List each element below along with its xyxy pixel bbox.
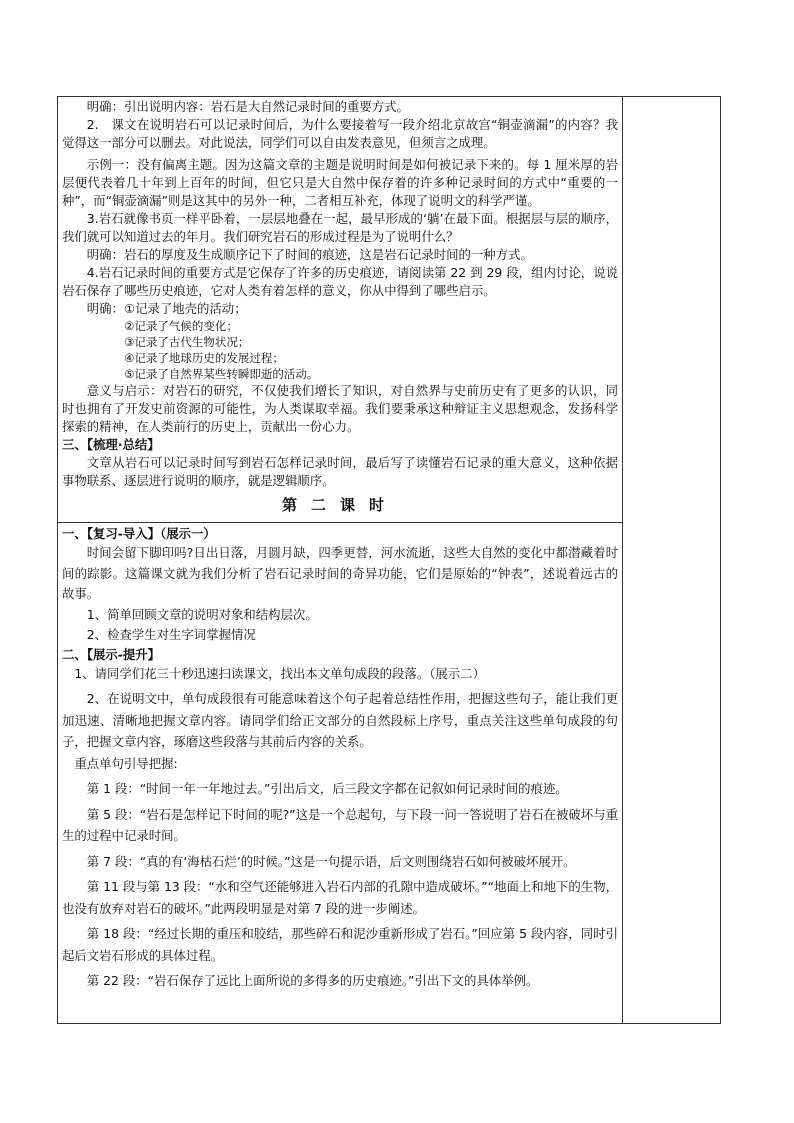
paragraph: 第 7 段：“真的有‘海枯石烂’的时候。”这是一句提示语，后文则围绕岩石如何被破坏展开。 [86,853,576,869]
paragraph: 第 18 段：“经过长期的重压和胶结，那些碎石和泥沙重新形成了岩石。”回应第 5 段内容，同时引起后文岩石形成的具体过程。 [62,926,618,963]
paragraph: 4.岩石记录时间的重要方式是它保存了许多的历史痕迹，请阅读第 22 到 29 段，组内讨论，说说岩石保存了哪些历史痕迹，它对人类有着怎样的意义，你从中得到了哪些启示。 [62,265,618,298]
column-divider [622,97,623,1023]
paragraph: 意义与启示：对岩石的研究，不仅使我们增长了知识，对自然界与史前历史有了更多的认识，同时也拥有了开发史前资源的可能性，为人类谋取幸福。我们要秉承这种辩证主义思想观念，发扬科学探索的精神，在人类前行的历史上，贡献出一份心力。 [62,383,618,434]
list-item: 明确：①记录了地壳的活动； [86,301,247,316]
list-item: ②记录了气候的变化； [124,319,238,333]
title-divider [58,522,622,523]
section-heading: 二、【展示-提升】 [62,646,161,662]
lesson-content-cell [62,98,618,992]
paragraph: 文章从岩石可以记录时间写到岩石怎样记录时间，最后写了读懂岩石记录的重大意义，这种依据事物联系、逐层进行说明的顺序，就是逻辑顺序。 [62,455,618,488]
section-heading: 一、【复习-导入】（展示一） [62,526,216,541]
paragraph: 2、在说明文中，单句成段很有可能意味着这个句子起着总结性作用，把握这些句子，能让我们更加迅速、清晰地把握文章内容。请同学们给正文部分的自然段标上序号，重点关注这些单句成段的句子，把握文章内容，琢磨这些段落与其前后内容的关系。 [62,691,618,749]
lesson-plan-table [57,96,721,1024]
paragraph: 时间会留下脚印吗?日出日落，月圆月缺，四季更替，河水流逝，这些大自然的变化中都潜藏着时间的踪影。这篇课文就为我们分析了岩石记录时间的奇异功能，它们是原始的“钟表”，述说着远古的故事。 [62,545,618,601]
paragraph: 第 5 段：“岩石是怎样记下时间的呢?”这是一个总起句，与下段一问一答说明了岩石在被破坏与重生的过程中记录时间。 [62,806,618,843]
paragraph: 3.岩石就像书页一样平卧着，一层层地叠在一起，最早形成的‘躺’在最下面。根据层与层的顺序，我们就可以知道过去的年月。我们研究岩石的形成过程是为了说明什么？ [62,211,618,244]
paragraph: 重点单句引导把握: [74,755,178,771]
paragraph: 1、请同学们花三十秒迅速扫读课文，找出本文单句成段的段落。（展示二） [74,665,485,681]
paragraph: 1、简单回顾文章的说明对象和结构层次。 [86,606,318,622]
paragraph: 第 1 段：“时间一年一年地过去。”引出后文，后三段文字都在记叙如何记录时间的痕迹。 [86,781,568,796]
paragraph: 明确：岩石的厚度及生成顺序记下了时间的痕迹，这是岩石记录时间的一种方式。 [86,247,533,262]
paragraph: 第 11 段与第 13 段：“水和空气还能够进入岩石内部的孔隙中造成破坏。”“地面上和地下的生物，也没有放弃对岩石的破坏。”此两段明显是对第 7 段的进一步阐述。 [62,879,618,916]
paragraph: 2. 课文在说明岩石可以记录时间后，为什么要接着写一段介绍北京故宫“铜壶滴漏”的内容？我觉得这一部分可以删去。对此说法，同学们可以自由发表意见，但须言之成理。 [62,117,618,150]
list-item: ④记录了地球历史的发展过程； [124,351,284,365]
paragraph: 2、检查学生对生字词掌握情况 [86,627,256,642]
paragraph: 第 22 段：“岩石保存了远比上面所说的多得多的历史痕迹。”引出下文的具体举例。 [86,973,539,988]
section-heading: 三、【梳理·总结】 [62,437,160,452]
list-item: ③记录了古代生物状况； [124,335,250,349]
paragraph: 明确：引出说明内容：岩石是大自然记录时间的重要方式。 [86,99,409,114]
list-item: ⑤记录了自然界某些转瞬即逝的活动。 [124,367,319,381]
section-title: 第二课时 [281,496,398,514]
paragraph: 示例一：没有偏离主题。因为这篇文章的主题是说明时间是如何被记录下来的。每 1 厘米厚的岩层便代表着几十年到上百年的时间，但它只是大自然中保存着的许多种记录时间的方式中“重要的一种”，而“铜壶滴漏”则是这其中的另外一种，二者相互补充，体现了说明文的科学严谨。 [62,157,618,208]
